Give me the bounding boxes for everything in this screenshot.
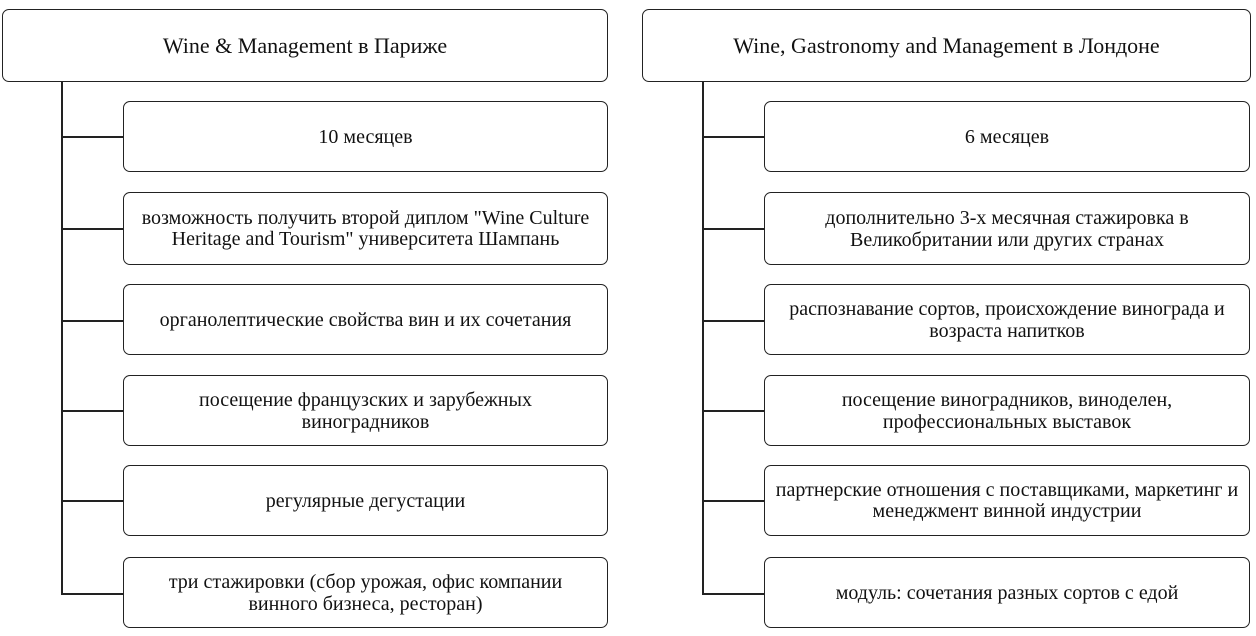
paris-item-box bbox=[123, 557, 608, 628]
london-connector-branch-3 bbox=[702, 320, 764, 322]
paris-item-text: 10 месяцев bbox=[318, 125, 413, 148]
london-program-title: Wine, Gastronomy and Management в Лондоне bbox=[733, 32, 1160, 58]
paris-item-box bbox=[123, 101, 608, 172]
london-item-box bbox=[764, 557, 1250, 628]
london-connector-branch-4 bbox=[702, 410, 764, 412]
paris-item-box bbox=[123, 284, 608, 355]
london-item-text: партнерские отношения с поставщиками, маркетинг и менеджмент винной индустрии bbox=[775, 478, 1239, 522]
paris-connector-branch-1 bbox=[61, 136, 123, 138]
paris-item-text: органолептические свойства вин и их сочетания bbox=[159, 308, 572, 331]
paris-program-title: Wine & Management в Париже bbox=[162, 32, 448, 58]
paris-connector-branch-3 bbox=[61, 320, 123, 322]
london-item-text: модуль: сочетания разных сортов с едой bbox=[835, 581, 1179, 604]
london-item-text: дополнительно 3-х месячная стажировка в Великобритании или других странах bbox=[825, 206, 1189, 251]
paris-item-box bbox=[123, 375, 608, 446]
paris-connector-branch-4 bbox=[61, 410, 123, 412]
london-item-box bbox=[764, 375, 1250, 446]
paris-item-text: посещение французских и зарубежных виноградников bbox=[199, 388, 532, 433]
london-connector-branch-2 bbox=[702, 228, 764, 230]
london-connector-branch-1 bbox=[702, 136, 764, 138]
paris-connector-trunk bbox=[61, 82, 63, 594]
paris-item-text: возможность получить второй диплом "Wine Culture Heritage and Tourism" университета Шампань bbox=[141, 206, 590, 250]
london-item-text: 6 месяцев bbox=[964, 125, 1050, 148]
london-item-box bbox=[764, 101, 1250, 172]
london-connector-branch-6 bbox=[702, 593, 764, 595]
paris-item-box bbox=[123, 192, 608, 265]
london-item-box bbox=[764, 465, 1250, 536]
paris-item-box bbox=[123, 465, 608, 536]
london-connector-trunk bbox=[702, 82, 704, 594]
london-item-text: распознавание сортов, происхождение винограда и возраста напитков bbox=[789, 297, 1225, 342]
paris-connector-branch-5 bbox=[61, 500, 123, 502]
paris-connector-branch-6 bbox=[61, 593, 123, 595]
london-item-box bbox=[764, 284, 1250, 355]
paris-program-title-box bbox=[2, 9, 608, 82]
paris-item-text: регулярные дегустации bbox=[265, 489, 466, 512]
paris-item-text: три стажировки (сбор урожая, офис компании винного бизнеса, ресторан) bbox=[168, 570, 563, 615]
paris-connector-branch-2 bbox=[61, 228, 123, 230]
london-program-title-box bbox=[642, 9, 1251, 82]
london-item-text: посещение виноградников, виноделен, профессиональных выставок bbox=[841, 388, 1173, 433]
london-item-box bbox=[764, 192, 1250, 265]
london-connector-branch-5 bbox=[702, 500, 764, 502]
